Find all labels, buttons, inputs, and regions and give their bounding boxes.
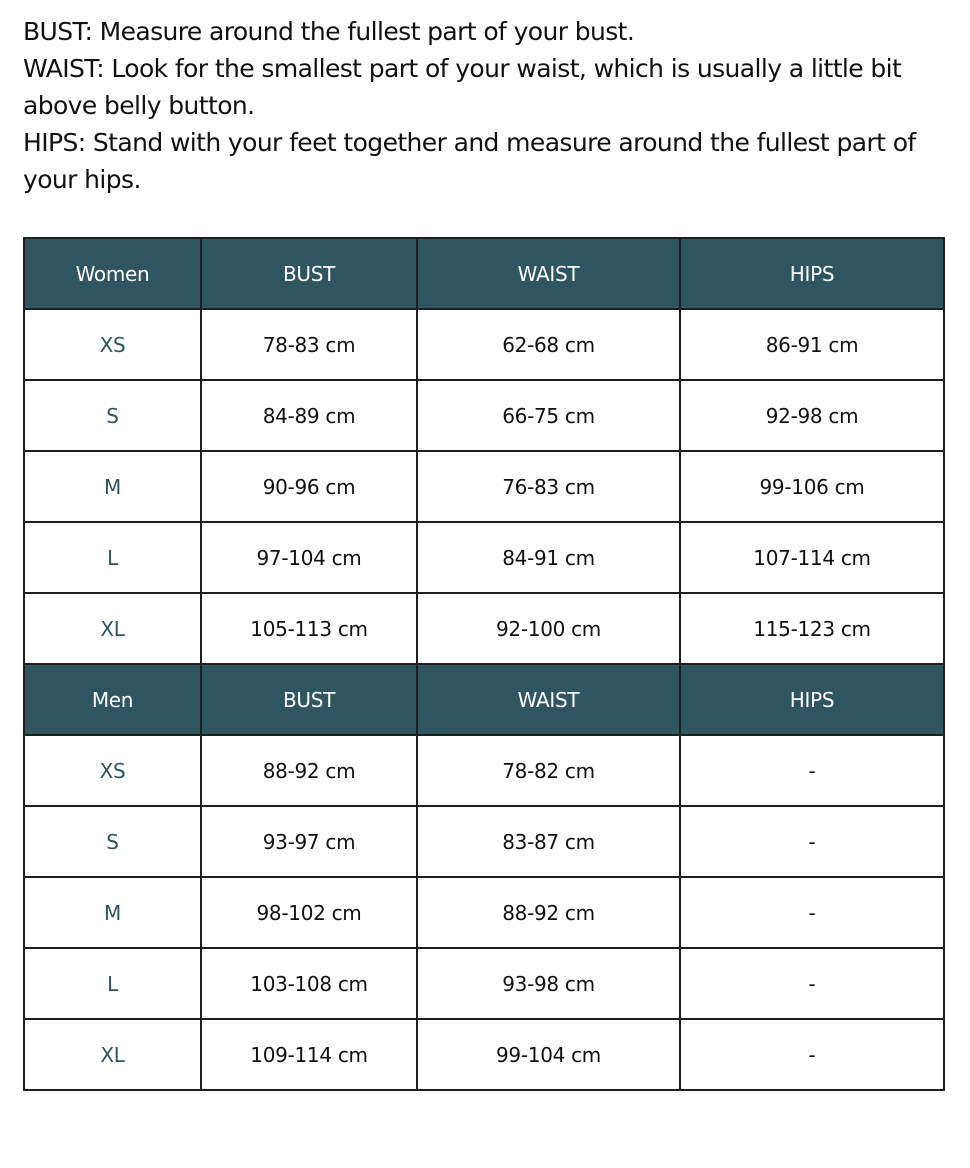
instruction-bust: BUST: Measure around the fullest part of your bust.	[23, 17, 635, 46]
women-bust-cell: 84-89 cm	[201, 380, 417, 451]
men-bust-cell: 109-114 cm	[201, 1019, 417, 1090]
women-hips-cell: 107-114 cm	[680, 522, 944, 593]
men-hips-cell: -	[680, 806, 944, 877]
men-hips-cell: -	[680, 948, 944, 1019]
women-waist-cell: 92-100 cm	[417, 593, 680, 664]
table-row	[24, 451, 944, 522]
men-size-cell: XS	[24, 735, 201, 806]
table-row	[24, 1019, 944, 1090]
women-waist-cell: 62-68 cm	[417, 309, 680, 380]
table-row	[24, 522, 944, 593]
instruction-hips: HIPS: Stand with your feet together and measure around the fullest part of your hips.	[23, 128, 916, 194]
women-waist-cell: 84-91 cm	[417, 522, 680, 593]
size-chart-table	[23, 237, 945, 1091]
table-row	[24, 806, 944, 877]
women-hips-cell: 99-106 cm	[680, 451, 944, 522]
women-hips-cell: 92-98 cm	[680, 380, 944, 451]
instruction-waist: WAIST: Look for the smallest part of your waist, which is usually a little bit above belly button.	[23, 54, 902, 120]
men-header-bust: BUST	[201, 664, 417, 735]
men-header-row	[24, 664, 944, 735]
women-size-cell: XS	[24, 309, 201, 380]
women-header-size: Women	[24, 238, 201, 309]
women-waist-cell: 66-75 cm	[417, 380, 680, 451]
men-waist-cell: 78-82 cm	[417, 735, 680, 806]
men-waist-cell: 99-104 cm	[417, 1019, 680, 1090]
women-bust-cell: 97-104 cm	[201, 522, 417, 593]
men-waist-cell: 93-98 cm	[417, 948, 680, 1019]
women-bust-cell: 90-96 cm	[201, 451, 417, 522]
table-row	[24, 948, 944, 1019]
men-header-waist: WAIST	[417, 664, 680, 735]
men-waist-cell: 83-87 cm	[417, 806, 680, 877]
men-waist-cell: 88-92 cm	[417, 877, 680, 948]
men-size-cell: XL	[24, 1019, 201, 1090]
men-bust-cell: 103-108 cm	[201, 948, 417, 1019]
women-bust-cell: 105-113 cm	[201, 593, 417, 664]
men-size-cell: S	[24, 806, 201, 877]
women-waist-cell: 76-83 cm	[417, 451, 680, 522]
men-bust-cell: 98-102 cm	[201, 877, 417, 948]
men-hips-cell: -	[680, 735, 944, 806]
size-chart-body	[24, 238, 944, 1090]
men-size-cell: M	[24, 877, 201, 948]
women-hips-cell: 115-123 cm	[680, 593, 944, 664]
men-hips-cell: -	[680, 877, 944, 948]
women-header-waist: WAIST	[417, 238, 680, 309]
men-size-cell: L	[24, 948, 201, 1019]
men-hips-cell: -	[680, 1019, 944, 1090]
women-bust-cell: 78-83 cm	[201, 309, 417, 380]
women-header-row	[24, 238, 944, 309]
women-header-hips: HIPS	[680, 238, 944, 309]
table-row	[24, 593, 944, 664]
women-header-bust: BUST	[201, 238, 417, 309]
women-size-cell: S	[24, 380, 201, 451]
men-bust-cell: 93-97 cm	[201, 806, 417, 877]
table-row	[24, 309, 944, 380]
women-size-cell: M	[24, 451, 201, 522]
women-size-cell: XL	[24, 593, 201, 664]
measurement-instructions	[23, 13, 953, 198]
men-bust-cell: 88-92 cm	[201, 735, 417, 806]
table-row	[24, 877, 944, 948]
table-row	[24, 735, 944, 806]
women-size-cell: L	[24, 522, 201, 593]
men-header-hips: HIPS	[680, 664, 944, 735]
table-row	[24, 380, 944, 451]
men-header-size: Men	[24, 664, 201, 735]
women-hips-cell: 86-91 cm	[680, 309, 944, 380]
